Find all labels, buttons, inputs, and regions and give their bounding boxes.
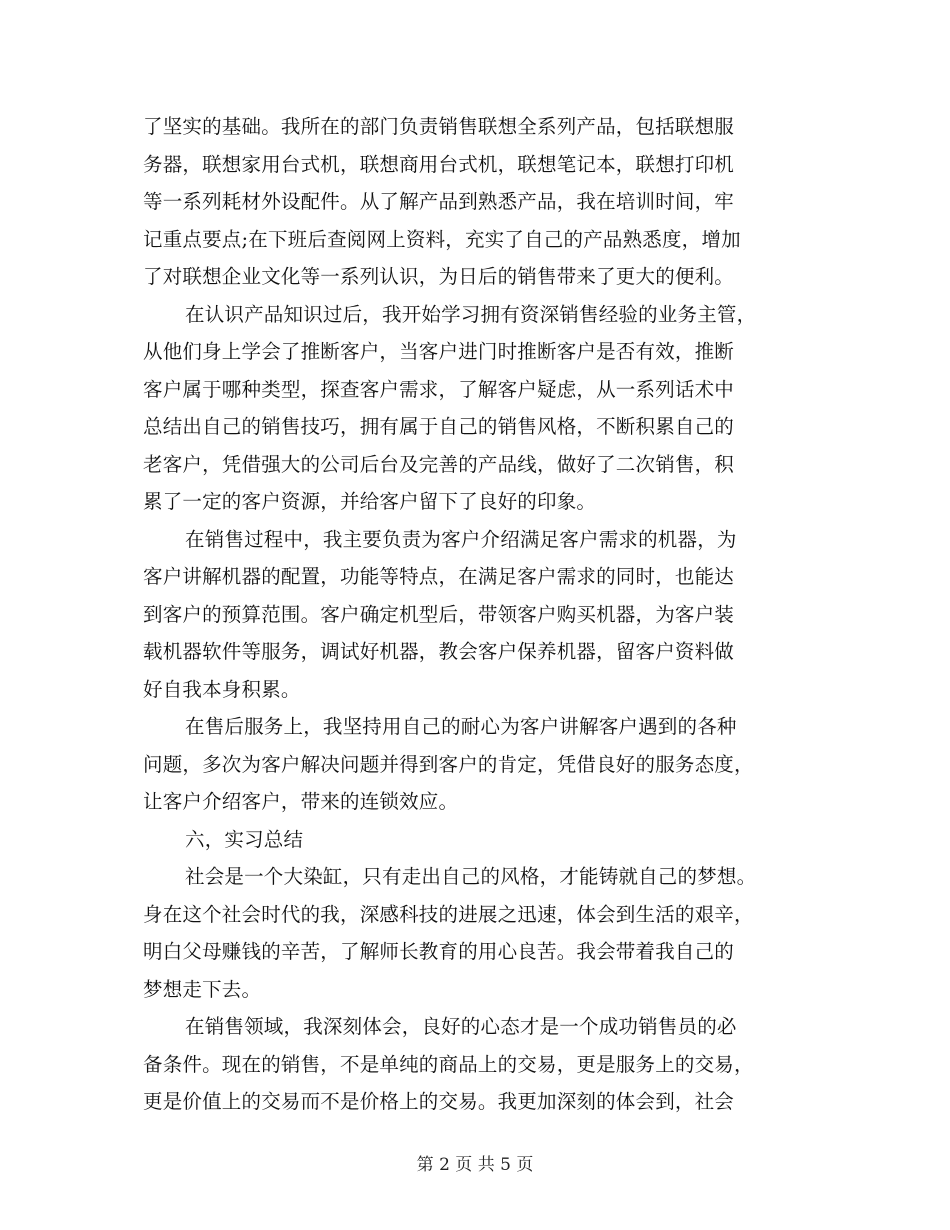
paragraph (143, 108, 815, 296)
text-line: 让客户介绍客户，带来的连锁效应。 (143, 790, 459, 813)
text-line: 梦想走下去。 (143, 977, 262, 1001)
text-line: 务器，联想家用台式机，联想商用台式机，联想笔记本，联想打印机 (143, 152, 735, 176)
text-line: 等一系列耗材外设配件。从了解产品到熟悉产品，我在培训时间，牢 (143, 190, 735, 213)
text-line: 了对联想企业文化等一系列认识，为日后的销售带来了更大的便利。 (143, 265, 735, 288)
text-line: 载机器软件等服务，调试好机器，教会客户保养机器，留客户资料做 (143, 640, 735, 663)
text-line: 在认识产品知识过后，我开始学习拥有资深销售经验的业务主管， (185, 302, 757, 326)
paragraph (143, 296, 815, 521)
text-line: 客户讲解机器的配置，功能等特点，在满足客户需求的同时，也能达 (143, 565, 735, 588)
text-line: 在销售过程中，我主要负责为客户介绍满足客户需求的机器，为 (185, 527, 737, 551)
text-line: 总结出自己的销售技巧，拥有属于自己的销售风格，不断积累自己的 (143, 415, 735, 438)
document-body (143, 108, 815, 1121)
page-footer: 第 2 页 共 5 页 (416, 1155, 534, 1175)
text-line: 更是价值上的交易而不是价格上的交易。我更加深刻的体会到，社会 (143, 1090, 735, 1113)
text-line: 老客户，凭借强大的公司后台及完善的产品线，做好了二次销售，积 (143, 452, 735, 476)
paragraph (143, 821, 815, 859)
paragraph (143, 708, 815, 821)
paragraph (143, 521, 815, 709)
text-line: 从他们身上学会了推断客户，当客户进门时推断客户是否有效，推断 (143, 340, 735, 363)
text-line: 记重点要点;在下班后查阅网上资料，充实了自己的产品熟悉度，增加 (143, 227, 741, 251)
text-line: 六，实习总结 (185, 827, 304, 851)
text-line: 问题，多次为客户解决问题并得到客户的肯定，凭借良好的服务态度， (143, 752, 754, 776)
text-line: 备条件。现在的销售，不是单纯的商品上的交易，更是服务上的交易， (143, 1052, 754, 1076)
text-line: 在售后服务上，我坚持用自己的耐心为客户讲解客户遇到的各种 (185, 715, 737, 738)
paragraph (143, 1008, 815, 1121)
text-line: 明白父母赚钱的辛苦，了解师长教育的用心良苦。我会带着我自己的 (143, 940, 735, 963)
text-line: 在销售领域，我深刻体会，良好的心态才是一个成功销售员的必 (185, 1015, 737, 1038)
text-line: 社会是一个大染缸，只有走出自己的风格，才能铸就自己的梦想。 (185, 865, 757, 888)
text-line: 到客户的预算范围。客户确定机型后，带领客户购买机器，为客户装 (143, 602, 735, 626)
text-line: 了坚实的基础。我所在的部门负责销售联想全系列产品，包括联想服 (143, 115, 735, 138)
text-line: 好自我本身积累。 (143, 677, 301, 701)
text-line: 累了一定的客户资源，并给客户留下了良好的印象。 (143, 490, 597, 513)
text-line: 客户属于哪种类型，探查客户需求，了解客户疑虑，从一系列话术中 (143, 377, 735, 401)
text-line: 身在这个社会时代的我，深感科技的进展之迅速，体会到生活的艰辛， (143, 902, 754, 926)
paragraph (143, 858, 815, 1008)
